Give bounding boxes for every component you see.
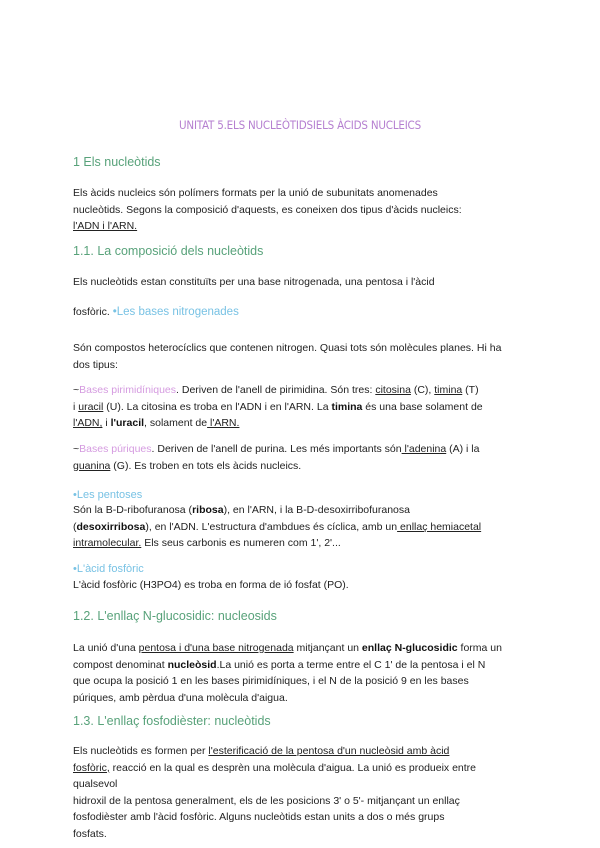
text: (T) (462, 384, 479, 396)
bases-line-1: Són compostos heterocíclics que contenen nitrogen. Quasi tots són molècules planes. Hi ha (73, 342, 502, 354)
section-heading-1-1: 1.1. La composició dels nucleòtids (73, 244, 264, 258)
nglu-line-1 (73, 640, 533, 657)
intro-line-3: l'ADN i l'ARN. (73, 220, 138, 232)
fosfo-line-6: fosfats. (73, 827, 107, 840)
text: (G). Es troben en tots els àcids nucleics. (110, 459, 302, 472)
unit-title: UNITAT 5.ELS NUCLEÒTIDSIELS ÀCIDS NUCLEICS (179, 118, 421, 132)
fosfo-line-2 (73, 760, 533, 777)
timina-bold: timina (331, 400, 363, 413)
text: ), en l'ADN. L'estructura d'ambdues és cíclica, amb un (145, 520, 398, 533)
arn-link: l'ARN. (207, 417, 240, 429)
text: Són la B-D-ribofuranosa ( (73, 504, 193, 516)
text: . Deriven de l'anell de purina. Les més importants són (151, 443, 402, 455)
intro-line-1: Els àcids nucleics són polímers formats per la unió de subunitats anomenades (73, 187, 438, 199)
nglu-line-3: que ocupa la posició 1 en les bases pirimidíniques, i el N de la posició 9 en les bases (73, 675, 469, 687)
pyrimidine-line-3 (73, 415, 533, 432)
intramolecular-link: intramolecular. (73, 537, 142, 549)
pentoses-line-3 (73, 535, 533, 552)
text: i (102, 417, 111, 429)
adn-link: l'ADN, (73, 417, 103, 429)
intro-paragraph (73, 185, 533, 235)
nglucosidic-paragraph (73, 640, 533, 706)
text: mitjançant un (293, 642, 362, 654)
text: .La unió es porta a terme entre el C 1' de la pentosa i el N (216, 658, 486, 671)
desoxirribosa-bold: desoxirribosa (76, 520, 146, 533)
bases-line-2: dos tipus: (73, 358, 118, 371)
text: Els nucleòtids es formen per (73, 745, 209, 757)
text: reacció en la qual es desprèn una molècula d'aigua. La unió es produeix entre (109, 761, 477, 774)
purine-line-1 (73, 441, 533, 458)
fosfo-line-5: fosfodièster amb l'àcid fosfòric. Alguns nucleòtids estan units a dos o més grups (73, 811, 445, 823)
phosphoric-line: L'àcid fosfòric (H3PO4) es troba en forma de ió fosfat (PO). (73, 579, 349, 591)
phosphodiester-paragraph (73, 743, 533, 842)
section-heading-1-3: 1.3. L'enllaç fosfodièster: nucleòtids (73, 714, 271, 728)
purine-paragraph (73, 441, 533, 474)
nucleosid-bold: nucleòsid (167, 658, 217, 671)
pentoses-heading: •Les pentoses (73, 489, 143, 501)
tilde: ~ (73, 384, 80, 396)
pentosa-base-link: pentosa i d'una base nitrogenada (138, 642, 294, 654)
text: (A) i la (446, 443, 480, 455)
purine-line-2 (73, 458, 533, 475)
adenina-link: l'adenina (401, 443, 447, 455)
text: La unió d'una (73, 642, 139, 654)
fosfo-line-3: qualsevol (73, 778, 118, 790)
bases-heading: •Les bases nitrogenades (112, 306, 239, 318)
text: (C), (410, 384, 435, 396)
nglucosidic-bold: enllaç N-glucosidic (361, 642, 458, 654)
pentoses-line-1 (73, 502, 533, 519)
timina-link: timina (434, 384, 463, 396)
nglu-line-4: púriques, amb pèrdua d'una molècula d'aigua. (73, 691, 288, 704)
esterification-link: l'esterificació de la pentosa d'un nucleòsid amb àcid (208, 745, 450, 757)
ribosa-bold: ribosa (192, 504, 224, 516)
intro-line-2: nucleòtids. Segons la composició d'aquests, es coneixen dos tipus d'àcids nucleics: (73, 203, 462, 216)
text: forma un (457, 642, 502, 654)
text: i (73, 400, 79, 413)
pentoses-paragraph (73, 502, 533, 552)
fosfo-line-1 (73, 743, 533, 760)
uracil-link: uracil (78, 400, 104, 413)
composition-fosforic: fosfòric. (73, 306, 113, 318)
pyrimidine-line-2 (73, 399, 533, 416)
section-heading-1-2: 1.2. L'enllaç N-glucosidic: nucleosids (73, 609, 277, 623)
text: Els seus carbonis es numeren com 1', 2'... (141, 537, 341, 549)
fosfo-line-4: hidroxil de la pentosa generalment, els de les posicions 3' o 5'- mitjançant un enllaç (73, 794, 460, 807)
bases-paragraph (73, 340, 533, 373)
pyrimidine-line-1 (73, 382, 533, 399)
citosina-link: citosina (375, 384, 411, 396)
tilde: ~ (73, 443, 80, 455)
text: ( (73, 520, 77, 533)
text: . Deriven de l'anell de pirimidina. Són tres: (176, 384, 376, 396)
text: ), en l'ARN, i la B-D-desoxirribofuranosa (223, 504, 410, 516)
uracil-bold: l'uracil (110, 417, 145, 429)
composition-line-2 (73, 304, 533, 321)
pyrimidine-term: Bases pirimidíniques (79, 384, 177, 396)
fosforic-link: fosfòric, (73, 761, 110, 774)
phosphoric-heading: •L'àcid fosfòric (73, 563, 144, 575)
text: , solament de (144, 417, 208, 429)
text: compost denominat (73, 658, 168, 671)
guanina-link: guanina (73, 459, 111, 472)
text: (U). La citosina es troba en l'ADN i en l'ARN. La (103, 400, 332, 413)
text: és una base solament de (362, 400, 483, 413)
composition-line-1: Els nucleòtids estan constituïts per una base nitrogenada, una pentosa i l'àcid (73, 276, 435, 288)
nglu-line-2 (73, 657, 533, 674)
purine-term: Bases púriques (79, 443, 152, 455)
pyrimidine-paragraph (73, 382, 533, 432)
hemiacetal-link: enllaç hemiacetal (397, 520, 482, 533)
pentoses-line-2 (73, 519, 533, 536)
section-heading-1: 1 Els nucleòtids (73, 155, 161, 169)
